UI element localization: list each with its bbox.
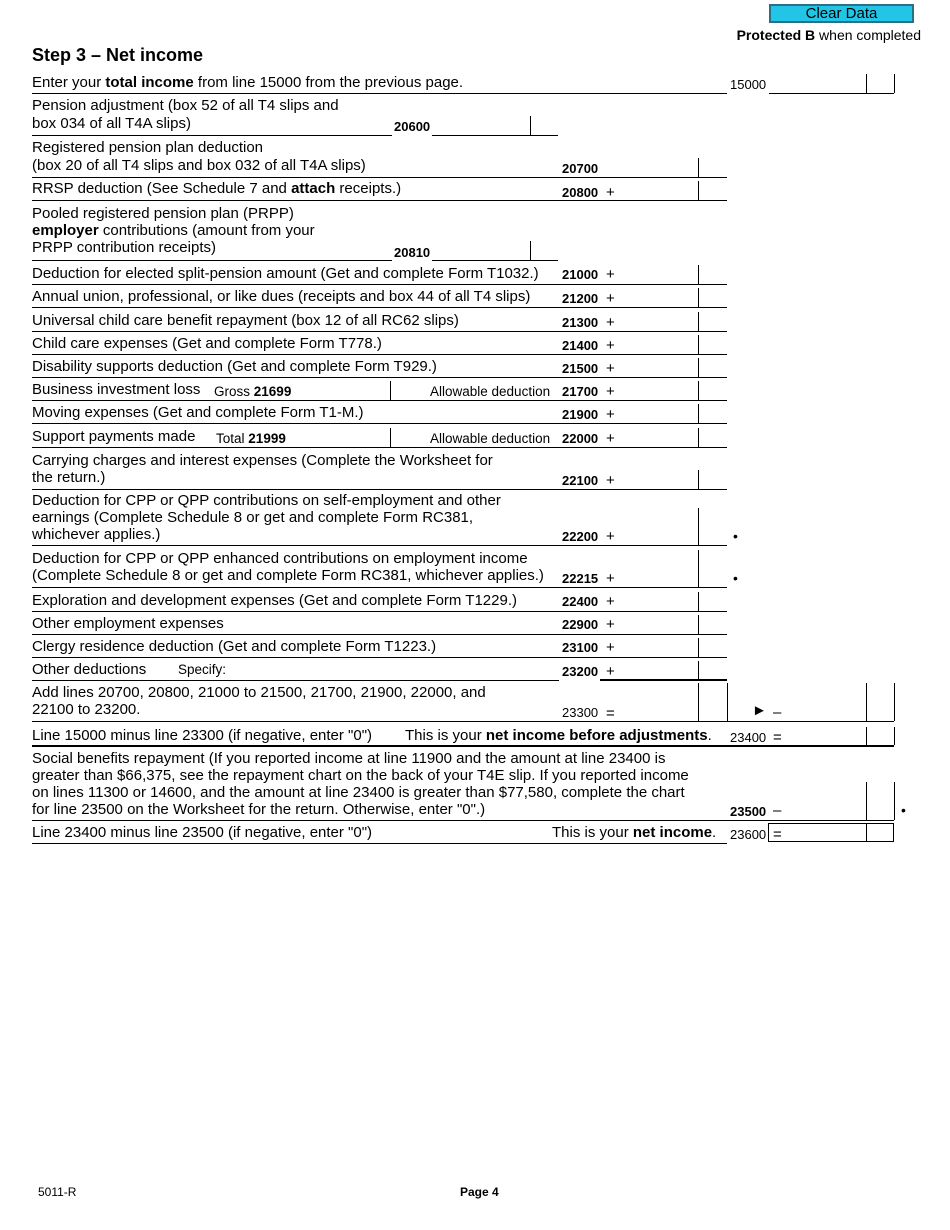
clear-data-button[interactable]: Clear Data xyxy=(769,4,914,23)
line-code-21200: 21200 xyxy=(562,291,599,306)
line-code-23200: 23200 xyxy=(562,664,599,679)
line-22400-input[interactable] xyxy=(600,592,698,611)
minus-sign: – xyxy=(773,704,782,721)
line-23400-text: Line 15000 minus line 23300 (if negative, enter "0") xyxy=(32,727,373,744)
line-21200-input[interactable] xyxy=(600,288,698,307)
plus-sign: + xyxy=(606,184,615,201)
line-22000-text: Support payments made xyxy=(32,428,196,445)
bullet-dot: • xyxy=(733,570,738,586)
line-20800-input[interactable] xyxy=(600,181,698,200)
line-code-22100: 22100 xyxy=(562,473,599,488)
form-id: 5011-R xyxy=(38,1185,77,1199)
line-20700-input[interactable] xyxy=(600,158,698,177)
line-15000-text: Enter your total income from line 15000 from the previous page. xyxy=(32,74,464,91)
line-22200-input[interactable] xyxy=(600,508,698,545)
plus-sign: + xyxy=(606,430,615,447)
plus-sign: + xyxy=(606,266,615,283)
line-21300-text: Universal child care benefit repayment (box 12 of all RC62 slips) xyxy=(32,312,459,329)
line-23600-input[interactable] xyxy=(768,823,894,842)
plus-sign: + xyxy=(606,360,615,377)
line-code-21700: 21700 xyxy=(562,384,599,399)
line-21700-input[interactable] xyxy=(600,381,698,400)
line-code-22200: 22200 xyxy=(562,529,599,544)
plus-sign: + xyxy=(606,290,615,307)
arrow-right-icon: ► xyxy=(752,702,767,719)
plus-sign: + xyxy=(606,593,615,610)
line-23500-input[interactable] xyxy=(769,782,866,820)
plus-sign: + xyxy=(606,314,615,331)
line-code-20810: 20810 xyxy=(394,245,431,260)
line-20600-input[interactable] xyxy=(432,117,530,135)
bullet-dot: • xyxy=(901,802,906,818)
line-22100-input[interactable] xyxy=(600,470,698,489)
line-21500-input[interactable] xyxy=(600,358,698,377)
step-title: Step 3 – Net income xyxy=(32,45,204,65)
plus-sign: + xyxy=(606,337,615,354)
line-21000-text: Deduction for elected split-pension amount (Get and complete Form T1032.) xyxy=(32,265,539,282)
line-23200-input[interactable] xyxy=(600,661,698,680)
plus-sign: + xyxy=(606,406,615,423)
line-23500-text-1: Social benefits repayment (If you reported income at line 11900 and the amount at line 23400 is xyxy=(32,750,666,767)
plus-sign: + xyxy=(606,663,615,680)
allowable-deduction-label: Allowable deduction xyxy=(430,384,551,399)
line-20600-text-2: box 034 of all T4A slips) xyxy=(32,115,191,132)
line-23300-input[interactable] xyxy=(600,683,698,721)
line-code-21300: 21300 xyxy=(562,315,599,330)
line-21500-text: Disability supports deduction (Get and complete Form T929.) xyxy=(32,358,437,375)
equals-sign: = xyxy=(773,729,782,746)
line-code-22900: 22900 xyxy=(562,617,599,632)
line-code-22000: 22000 xyxy=(562,431,599,446)
equals-sign: = xyxy=(773,826,782,843)
line-23100-input[interactable] xyxy=(600,638,698,657)
line-22100-text-1: Carrying charges and interest expenses (Complete the Worksheet for xyxy=(32,452,493,469)
line-20700-text-2: (box 20 of all T4 slips and box 032 of all T4A slips) xyxy=(32,157,366,174)
line-20810-text-1: Pooled registered pension plan (PRPP) xyxy=(32,205,294,222)
line-15000-input[interactable] xyxy=(769,74,866,93)
line-23500-text-4: for line 23500 on the Worksheet for the return. Otherwise, enter "0".) xyxy=(32,801,486,818)
line-23300-carry-input[interactable] xyxy=(769,683,866,721)
line-22215-text-2: (Complete Schedule 8 or get and complete Form RC381, whichever applies.) xyxy=(32,567,544,584)
line-22900-input[interactable] xyxy=(600,615,698,634)
allowable-deduction-label: Allowable deduction xyxy=(430,431,551,446)
line-code-23300: 23300 xyxy=(562,705,599,720)
protected-b-note: Protected B when completed xyxy=(736,27,921,43)
line-22200-text-3: whichever applies.) xyxy=(32,526,161,543)
specify-label: Specify: xyxy=(178,662,227,677)
line-20810-text-2: employer contributions (amount from your xyxy=(32,222,315,239)
line-20800-text: RRSP deduction (See Schedule 7 and attach receipts.) xyxy=(32,180,402,197)
line-code-20600: 20600 xyxy=(394,119,431,134)
page-number: Page 4 xyxy=(460,1185,499,1199)
plus-sign: + xyxy=(606,383,615,400)
line-20810-input[interactable] xyxy=(432,241,530,260)
plus-sign: + xyxy=(606,472,615,489)
total-label: Total 21999 xyxy=(216,431,286,446)
line-22100-text-2: the return.) xyxy=(32,469,106,486)
line-23200-text: Other deductions xyxy=(32,661,147,678)
line-21200-text: Annual union, professional, or like dues (receipts and box 44 of all T4 slips) xyxy=(32,288,531,305)
line-22215-text-1: Deduction for CPP or QPP enhanced contributions on employment income xyxy=(32,550,528,567)
line-20700-text-1: Registered pension plan deduction xyxy=(32,139,263,156)
other-deductions-specify-input[interactable] xyxy=(240,660,556,679)
line-21699-input[interactable] xyxy=(294,381,390,400)
line-code-23400: 23400 xyxy=(730,730,767,745)
line-22200-text-2: earnings (Complete Schedule 8 or get and complete Form RC381, xyxy=(32,509,474,526)
line-22900-text: Other employment expenses xyxy=(32,615,224,632)
bullet-dot: • xyxy=(733,528,738,544)
line-23300-text-2: 22100 to 23200. xyxy=(32,701,141,718)
plus-sign: + xyxy=(606,528,615,545)
line-21000-input[interactable] xyxy=(600,265,698,284)
line-code-23600: 23600 xyxy=(730,827,767,842)
line-21999-input[interactable] xyxy=(294,428,390,447)
line-code-21500: 21500 xyxy=(562,361,599,376)
line-22400-text: Exploration and development expenses (Get and complete Form T1229.) xyxy=(32,592,517,609)
line-code-22215: 22215 xyxy=(562,571,599,586)
line-code-15000: 15000 xyxy=(730,77,767,92)
line-21900-input[interactable] xyxy=(600,404,698,423)
line-22000-input[interactable] xyxy=(600,428,698,447)
line-23500-text-2: greater than $66,375, see the repayment chart on the back of your T4E slip. If you reported income xyxy=(32,767,689,784)
line-21300-input[interactable] xyxy=(600,312,698,331)
line-code-23100: 23100 xyxy=(562,640,599,655)
plus-sign: + xyxy=(606,616,615,633)
line-23400-input[interactable] xyxy=(769,727,866,745)
line-code-20800: 20800 xyxy=(562,185,599,200)
line-22200-text-1: Deduction for CPP or QPP contributions on self-employment and other xyxy=(32,492,501,509)
plus-sign: + xyxy=(606,570,615,587)
line-23600-result-text: This is your net income. xyxy=(552,824,717,841)
line-21400-input[interactable] xyxy=(600,335,698,354)
line-code-22400: 22400 xyxy=(562,594,599,609)
line-22215-input[interactable] xyxy=(600,550,698,587)
line-code-21000: 21000 xyxy=(562,267,599,282)
line-21900-text: Moving expenses (Get and complete Form T1-M.) xyxy=(32,404,364,421)
line-23400-result-text: This is your net income before adjustments. xyxy=(405,727,712,744)
equals-sign: = xyxy=(606,705,615,722)
line-20810-text-3: PRPP contribution receipts) xyxy=(32,239,216,256)
line-23500-text-3: on lines 11300 or 14600, and the amount at line 23400 is greater than $77,580, complete the chart xyxy=(32,784,685,801)
line-code-21400: 21400 xyxy=(562,338,599,353)
gross-label: Gross 21699 xyxy=(214,384,292,399)
line-code-23500: 23500 xyxy=(730,804,767,819)
line-21400-text: Child care expenses (Get and complete Form T778.) xyxy=(32,335,382,352)
line-21700-text: Business investment loss xyxy=(32,381,201,398)
line-code-20700: 20700 xyxy=(562,161,599,176)
line-20600-text-1: Pension adjustment (box 52 of all T4 slips and xyxy=(32,97,339,114)
plus-sign: + xyxy=(606,639,615,656)
line-23300-text-1: Add lines 20700, 20800, 21000 to 21500, 21700, 21900, 22000, and xyxy=(32,684,486,701)
line-code-21900: 21900 xyxy=(562,407,599,422)
line-23600-text: Line 23400 minus line 23500 (if negative, enter "0") xyxy=(32,824,373,841)
minus-sign: – xyxy=(773,802,782,819)
line-23100-text: Clergy residence deduction (Get and complete Form T1223.) xyxy=(32,638,437,655)
